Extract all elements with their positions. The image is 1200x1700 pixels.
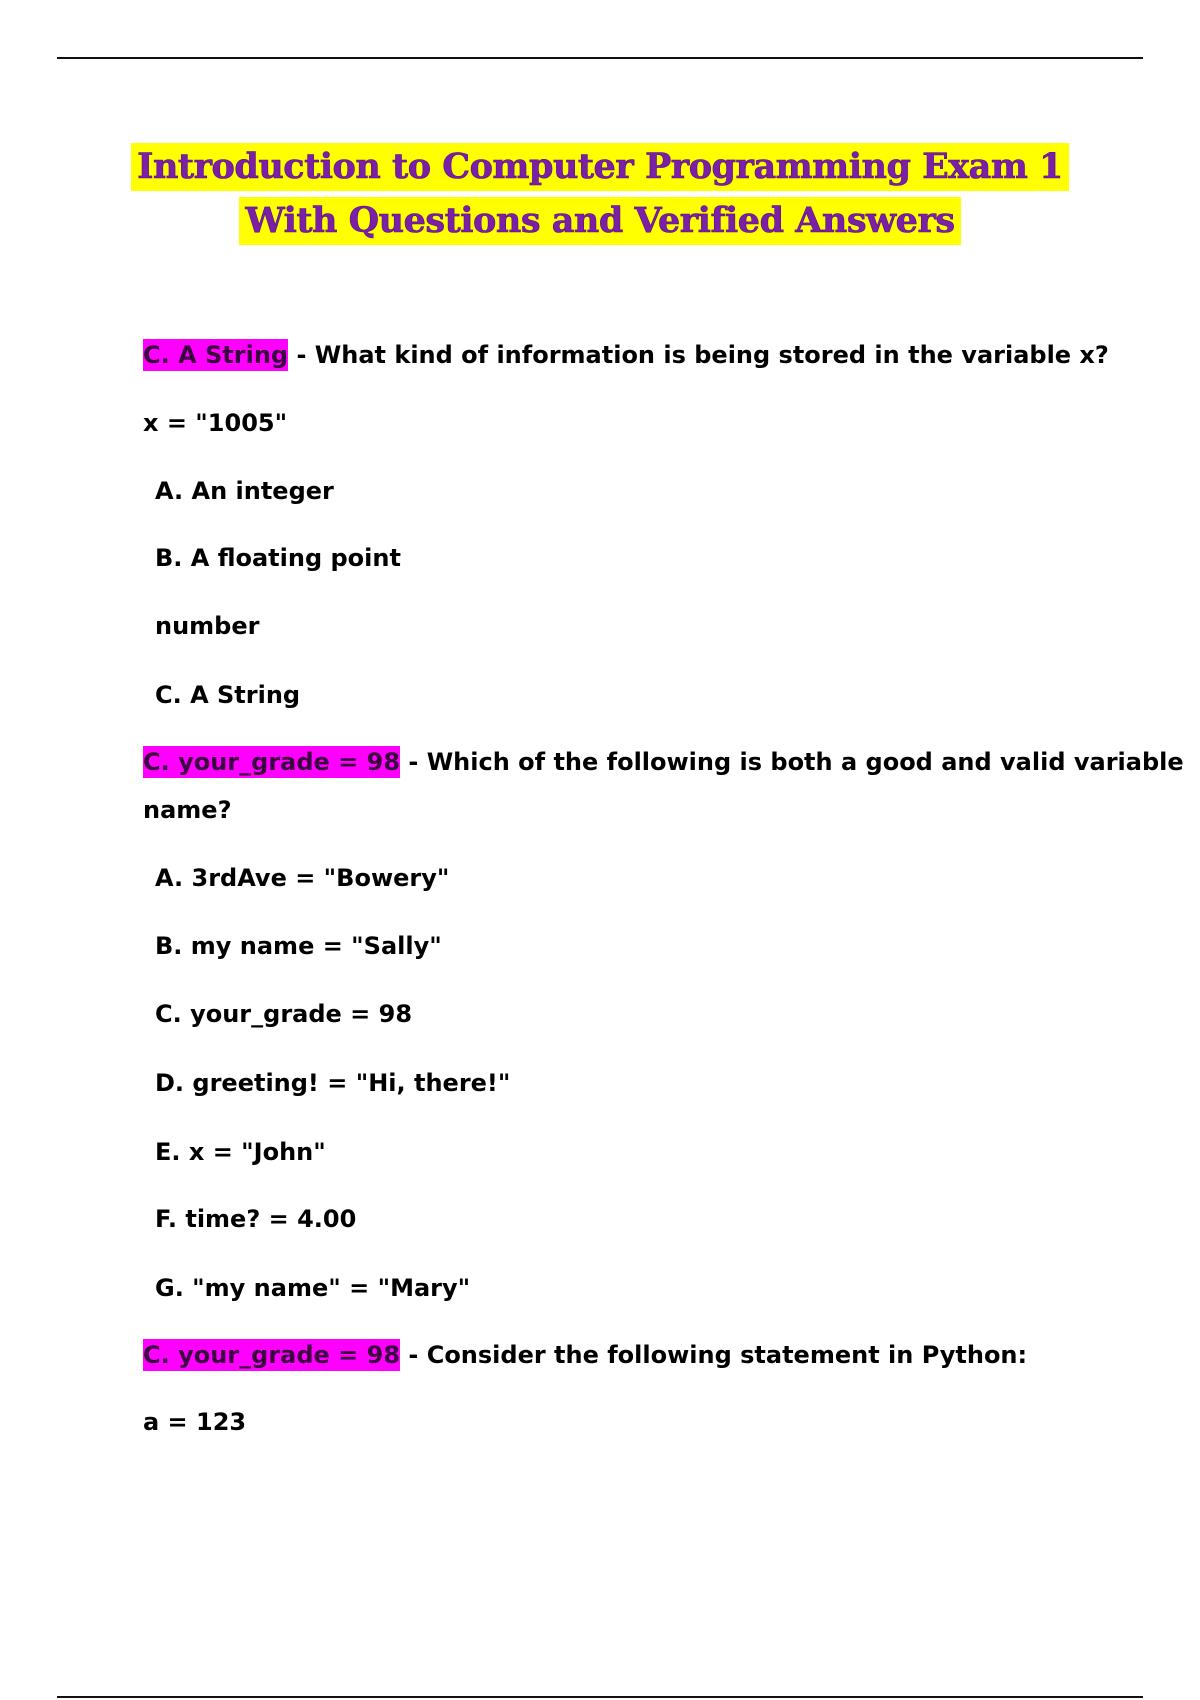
bottom-rule: [57, 1696, 1143, 1698]
question-2-text-continued: name?: [143, 796, 232, 824]
document-title: [0, 143, 1200, 251]
question-3: [143, 1335, 1027, 1375]
title-line-1: Introduction to Computer Programming Exam 1: [131, 143, 1069, 191]
question-1-option: A. An integer: [155, 477, 334, 505]
question-1: [143, 335, 1109, 375]
question-3-separator: -: [400, 1341, 427, 1369]
question-1-text: What kind of information is being stored in the variable x?: [314, 341, 1109, 369]
question-1-option: B. A floating point: [155, 544, 401, 572]
question-1-code: x = "1005": [143, 409, 288, 437]
question-1-option: number: [155, 612, 260, 640]
question-2-answer: C. your_grade = 98: [143, 748, 401, 776]
question-2-option: B. my name = "Sally": [155, 932, 442, 960]
title-line-2: With Questions and Verified Answers: [239, 197, 960, 245]
question-2-text: Which of the following is both a good and valid variable: [426, 748, 1184, 776]
question-1-separator: -: [288, 341, 315, 369]
question-3-answer: C. your_grade = 98: [143, 1341, 401, 1369]
top-rule: [57, 57, 1143, 59]
question-2-option: C. your_grade = 98: [155, 1000, 413, 1028]
question-2-option: E. x = "John": [155, 1138, 326, 1166]
question-1-answer: C. A String: [143, 341, 289, 369]
question-2-option: A. 3rdAve = "Bowery": [155, 864, 450, 892]
question-3-text: Consider the following statement in Python:: [426, 1341, 1028, 1369]
question-3-code: a = 123: [143, 1408, 247, 1436]
question-2-option: G. "my name" = "Mary": [155, 1274, 471, 1302]
question-2-option: D. greeting! = "Hi, there!": [155, 1069, 511, 1097]
question-2-option: F. time? = 4.00: [155, 1205, 357, 1233]
question-1-option: C. A String: [155, 681, 301, 709]
question-2: [143, 742, 1184, 782]
question-2-separator: -: [400, 748, 427, 776]
